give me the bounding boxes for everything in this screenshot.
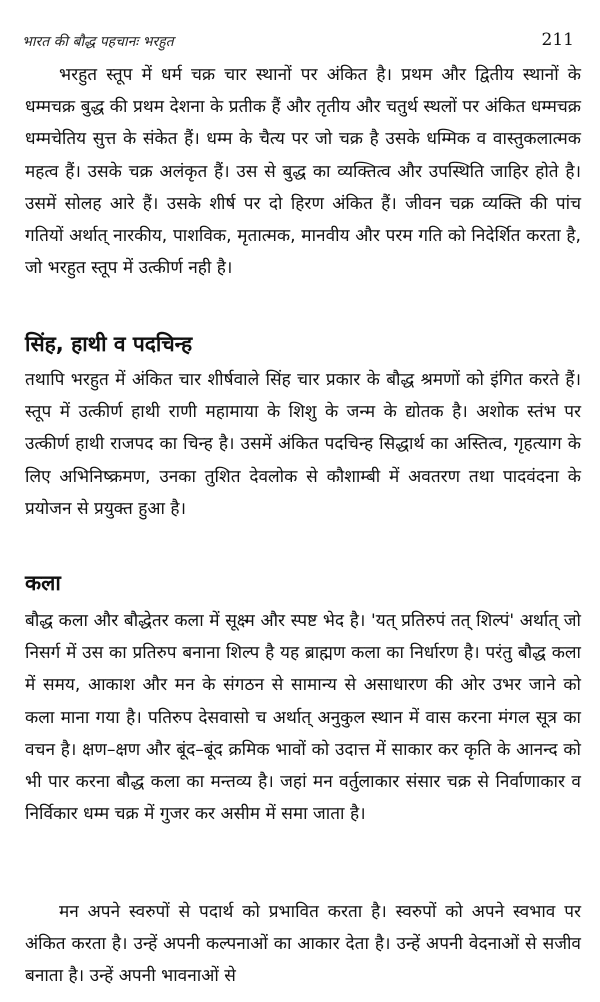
paragraph-dharma-chakra: भरहुत स्तूप में धर्म चक्र चार स्थानों पर अंकित है। प्रथम और द्वितीय स्थानों के धम्मचक्र बुद्ध की प्रथम देशना के प्रतीक हैं और तृतीय और चतुर्थ स्थलों पर अंकित धम्मचक्र धम्मचेतिय सुत्त के संकेत हैं। धम्म के चैत्य पर जो चक्र है उसके धम्मिक व वास्तुकलात्मक महत्व हैं। उसके चक्र अलंकृत हैं। उस से बुद्ध का व्यक्तित्व और उपस्थिति जाहिर होते है। उसमें सोलह आरे हैं। उसके शीर्ष पर दो हिरण अंकित हैं। जीवन चक्र व्यक्ति की पांच गतियों अर्थात् नारकीय, पाशविक, मृतात्मक, मानवीय और परम गति को निदेर्शित करता है, जो भरहुत स्तूप में उत्कीर्ण नही है। xyxy=(25,65,581,279)
paragraph-lion-elephant-footprint: तथापि भरहुत में अंकित चार शीर्षवाले सिंह चार प्रकार के बौद्ध श्रमणों को इंगित करते हैं। स्तूप में उत्कीर्ण हाथी राणी महामाया के शिशु के जन्म के द्योतक है। अशोक स्तंभ पर उत्कीर्ण हाथी राजपद का चिन्ह है। उसमें अंकित पदचिन्ह सिद्धार्थ का अस्तित्व, गृहत्याग के लिए अभिनिष्क्रमण, उनका तुशित देवलोक से कौशाम्बी में अवतरण तथा पादवंदना के प्रयोजन से प्रयुक्त हुआ है। xyxy=(25,370,581,519)
section-heading-art: कला xyxy=(25,571,61,595)
page-number: 211 xyxy=(541,30,574,50)
paragraph-mind-forms: मन अपने स्वरुपों से पदार्थ को प्रभावित करता है। स्वरुपों को अपने स्वभाव पर अंकित करता है। उन्हें अपनी कल्पनाओं का आकार देता है। उन्हें अपनी वेदनाओं से सजीव बनाता है। उन्हें अपनी भावनाओं से xyxy=(25,902,581,987)
section-heading-lion-elephant-footprint: सिंह, हाथी व पदचिन्ह xyxy=(25,332,193,356)
paragraph-buddhist-art: बौद्ध कला और बौद्धेतर कला में सूक्ष्म और स्पष्ट भेद है। 'यत् प्रतिरुपं तत् शिल्पं' अर्थात् जो निसर्ग में उस का प्रतिरुप बनाना शिल्प है यह ब्राह्मण कला का निर्धारण है। परंतु बौद्ध कला में समय, आकाश और मन के संगठन से सामान्य से असाधारण की ओर उभर जाने को कला माना गया है। पतिरुप देसवासो च अर्थात् अनुकुल स्थान में वास करना मंगल सूत्र का वचन है। क्षण–क्षण और बूंद–बूंद क्रमिक भावों को उदात्त में साकार कर कृति के आनन्द को भी पार करना बौद्ध कला का मन्तव्य है। जहां मन वर्तुलाकार संसार चक्र से निर्वाणाकार व निर्विकार धम्म चक्र में गुजर कर असीम में समा जाता है। xyxy=(25,611,581,825)
running-header: भारत की बौद्ध पहचानः भरहुत xyxy=(22,34,174,50)
